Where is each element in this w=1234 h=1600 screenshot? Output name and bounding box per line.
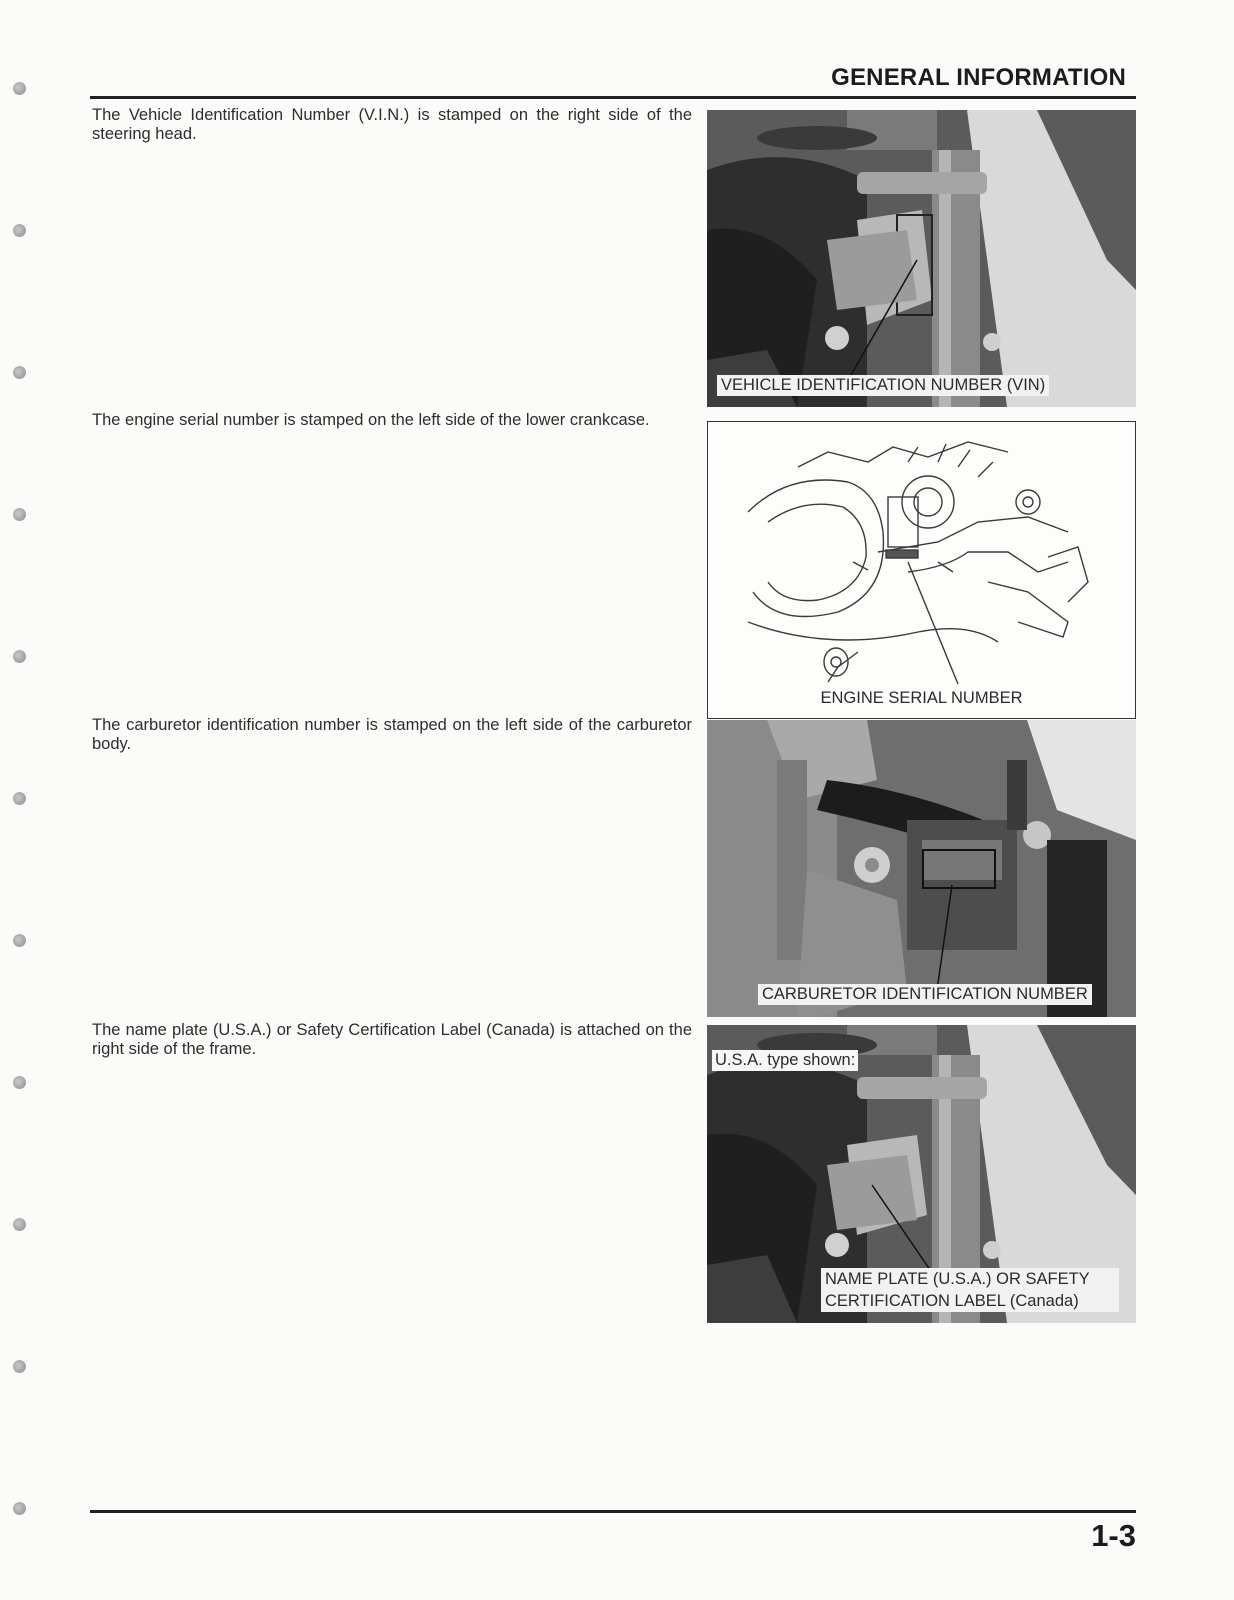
name-plate-description: The name plate (U.S.A.) or Safety Certification Label (Canada) is attached on the right side of the frame. bbox=[92, 1021, 692, 1058]
engine-serial-description: The engine serial number is stamped on the left side of the lower crankcase. bbox=[92, 411, 650, 429]
vin-description: The Vehicle Identification Number (V.I.N.) is stamped on the right side of the steering head. bbox=[92, 106, 692, 143]
carburetor-id-description: The carburetor identification number is stamped on the left side of the carburetor body. bbox=[92, 716, 692, 753]
punch-hole bbox=[13, 1218, 26, 1231]
carburetor-caption: CARBURETOR IDENTIFICATION NUMBER bbox=[758, 984, 1092, 1005]
vin-photo bbox=[707, 110, 1136, 407]
punch-hole bbox=[13, 82, 26, 95]
engine-serial-diagram bbox=[707, 421, 1136, 719]
punch-hole bbox=[13, 1076, 26, 1089]
punch-hole bbox=[13, 366, 26, 379]
carburetor-photo bbox=[707, 720, 1136, 1017]
punch-hole bbox=[13, 934, 26, 947]
vin-caption: VEHICLE IDENTIFICATION NUMBER (VIN) bbox=[717, 375, 1049, 396]
section-title: GENERAL INFORMATION bbox=[831, 64, 1126, 91]
usa-type-note: U.S.A. type shown: bbox=[712, 1050, 858, 1071]
punch-hole bbox=[13, 1502, 26, 1515]
punch-hole bbox=[13, 508, 26, 521]
footer-rule bbox=[90, 1510, 1136, 1513]
name-plate-caption-line-1: NAME PLATE (U.S.A.) OR SAFETY bbox=[825, 1270, 1090, 1288]
engine-serial-caption: ENGINE SERIAL NUMBER bbox=[820, 689, 1023, 707]
header-rule bbox=[90, 96, 1136, 99]
name-plate-caption bbox=[821, 1268, 1119, 1312]
page-number: 1-3 bbox=[1091, 1518, 1136, 1553]
name-plate-caption-line-2: CERTIFICATION LABEL (Canada) bbox=[825, 1292, 1079, 1310]
punch-hole bbox=[13, 224, 26, 237]
punch-hole bbox=[13, 1360, 26, 1373]
punch-hole bbox=[13, 650, 26, 663]
punch-hole bbox=[13, 792, 26, 805]
